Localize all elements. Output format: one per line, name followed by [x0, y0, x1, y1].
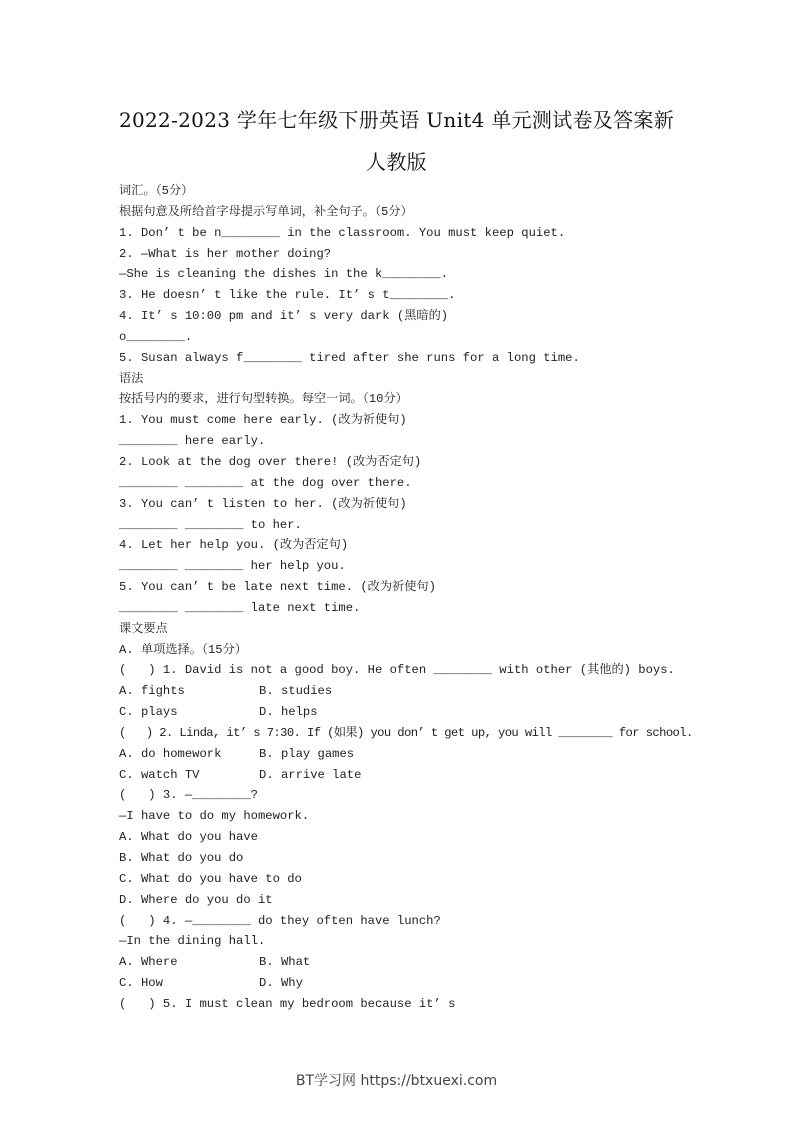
- mc-question-1: ( ) 1. David is not a good boy. He often ________ with other (其他的) boys.: [119, 663, 675, 678]
- grammar-answer-4: ________ ________ her help you.: [119, 559, 346, 574]
- mc-question-4-response: —In the dining hall.: [119, 934, 266, 949]
- option-b: B. What do you do: [119, 851, 244, 865]
- grammar-heading: 语法: [119, 371, 144, 386]
- option-a: A. fights: [119, 684, 185, 699]
- option-b: B. What: [259, 955, 311, 970]
- option-d: D. Why: [259, 976, 303, 991]
- option-d: D. arrive late: [259, 767, 362, 782]
- option-d: D. Where do you do it: [119, 892, 273, 907]
- mc-question-3-prompt: ( ) 3. —________?: [119, 788, 258, 803]
- vocab-question-4-answer: o________.: [119, 329, 193, 344]
- option-b: B. play games: [259, 746, 355, 761]
- mc-question-5: ( ) 5. I must clean my bedroom because it’ s: [119, 996, 456, 1011]
- mc-question-1-options-ab: [119, 681, 719, 702]
- mc-question-2-options-cd: [119, 765, 719, 786]
- mc-question-4-options-cd: [119, 973, 719, 994]
- mc-question-3-response: —I have to do my homework.: [119, 809, 310, 824]
- text-points-heading: 课文要点: [119, 621, 168, 636]
- vocab-question-4-prompt: 4. It’ s 10:00 pm and it’ s very dark (黑暗的): [119, 309, 449, 324]
- grammar-answer-2: ________ ________ at the dog over there.: [119, 475, 412, 490]
- vocab-question-2-answer: —She is cleaning the dishes in the k________.: [119, 267, 449, 282]
- option-b: B. studies: [259, 684, 333, 699]
- option-c: C. How: [119, 976, 163, 991]
- vocab-question-5: 5. Susan always f________ tired after she runs for a long time.: [119, 350, 580, 365]
- mc-question-1-options-cd: [119, 702, 719, 723]
- mc-question-2: ( ) 2. Linda, it’ s 7:30. If (如果) you don’ t get up, you will ________ for school.: [119, 725, 693, 740]
- option-c: C. watch TV: [119, 767, 200, 782]
- document-title-line2: 人教版: [366, 150, 427, 174]
- grammar-question-4: 4. Let her help you. (改为否定句): [119, 538, 349, 553]
- option-d: D. helps: [259, 705, 318, 720]
- vocab-question-3: 3. He doesn’ t like the rule. It’ s t________.: [119, 288, 456, 303]
- mc-question-2-options-ab: [119, 744, 719, 765]
- option-a: A. Where: [119, 955, 178, 970]
- grammar-answer-1: ________ here early.: [119, 434, 266, 449]
- vocab-question-2-prompt: 2. —What is her mother doing?: [119, 246, 332, 261]
- grammar-question-2: 2. Look at the dog over there! (改为否定句): [119, 454, 422, 469]
- grammar-instruction: 按括号内的要求，进行句型转换。每空一词。（10分）: [119, 392, 408, 407]
- vocab-heading: 词汇。（5分）: [119, 184, 194, 198]
- vocab-instruction: 根据句意及所给首字母提示写单词，补全句子。（5分）: [119, 204, 413, 219]
- option-c: C. plays: [119, 705, 178, 720]
- grammar-answer-3: ________ ________ to her.: [119, 517, 302, 532]
- document-body: [119, 181, 719, 1015]
- grammar-answer-5: ________ ________ late next time.: [119, 600, 361, 615]
- grammar-question-3: 3. You can’ t listen to her. (改为祈使句): [119, 496, 407, 511]
- grammar-question-1: 1. You must come here early. (改为祈使句): [119, 413, 407, 428]
- mc-question-4-options-ab: [119, 952, 719, 973]
- watermark-link[interactable]: BT学习网 https://btxuexi.com: [295, 1073, 498, 1089]
- grammar-question-5: 5. You can’ t be late next time. (改为祈使句): [119, 580, 436, 595]
- document-title-line1: 2022-2023 学年七年级下册英语 Unit4 单元测试卷及答案新: [118, 108, 675, 132]
- vocab-question-1: 1. Don’ t be n________ in the classroom. You must keep quiet.: [119, 225, 566, 240]
- section-a-heading: A. 单项选择。（15分）: [119, 642, 247, 657]
- option-a: A. do homework: [119, 746, 222, 761]
- option-a: A. What do you have: [119, 830, 258, 845]
- mc-question-4-prompt: ( ) 4. —________ do they often have lunch?: [119, 913, 441, 928]
- option-c: C. What do you have to do: [119, 871, 302, 886]
